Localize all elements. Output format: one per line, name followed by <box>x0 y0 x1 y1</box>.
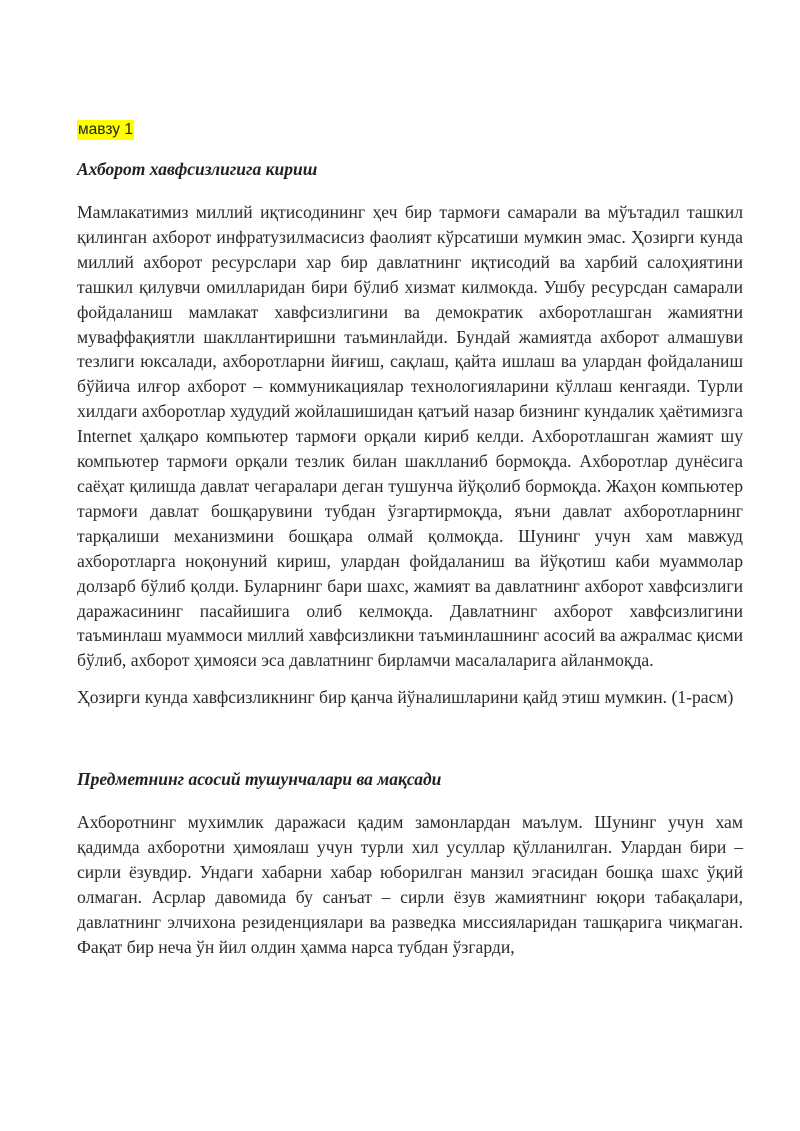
body-paragraph-3: Ахборотнинг мухимлик даражаси қадим замонлардан маълум. Шунинг учун хам қадимда ахборотни ҳимоялаш учун турли хил усуллар қўлланилган. Улардан бири – сирли ёзувдир. Ундаги хабарни хабар юборилган манзил эгасидан бошқа шахс ўқий олмаган. Асрлар давомида бу санъат – сирли ёзув жамиятнинг юқори табақалари, давлатнинг элчихона резиденциялари ва разведка миссияларидан ташқарига чиқмаган. Фақат бир неча ўн йил олдин ҳамма нарса тубдан ўзгарди, <box>77 812 743 957</box>
section-spacer <box>77 722 743 767</box>
body-paragraph-1: Мамлакатимиз миллий иқтисодининг ҳеч бир тармоғи самарали ва мўътадил ташкил қилинган ахборот инфратузилмасисиз фаолият кўрсатиши мумкин эмас. Ҳозирги кунда миллий ахборот ресурслари хар бир давлатнинг иқтисодий ва харбий салоҳиятини ташкил қилувчи омилларидан бири бўлиб хизмат килмокда. Ушбу ресурсдан самарали фойдаланиш мамлакат хавфсизлигини ва демократик ахборотлашган жамиятни муваффақиятли шакллантиришни таъминлайди. Бундай жамиятда ахборот алмашуви тезлиги юксалади, ахборотларни йиғиш, сақлаш, қайта ишлаш ва улардан фойдаланиш бўйича илғор ахборот – коммуникациялар технологияларини кўллаш кенгаяди. Турли хилдаги ахборотлар худудий жойлашишидан қатъий назар бизнинг кундалик ҳаётимизга Internet ҳалқаро компьютер тармоғи орқали кириб келди. Ахборотлашган жамият шу компьютер тармоғи орқали тезлик билан шаклланиб бормоқда. Ахборотлар дунёсига саёҳат қилишда давлат чегаралари деган тушунча йўқолиб бормоқда. Жаҳон компьютер тармоғи давлат бошқарувини тубдан ўзгартирмоқда, яъни давлат ахборотларнинг тарқалиши механизмини бошқара олмай қолмоқда. Шунинг учун хам мавжуд ахборотларга ноқонуний кириш, улардан фойдаланиш ва йўқотиш каби муаммолар долзарб бўлиб қолди. Буларнинг бари шахс, жамият ва давлатнинг ахборот хавфсизлиги даражасининг пасайишига олиб келмоқда. Давлатнинг ахборот хавфсизлигини таъминлаш муаммоси миллий хавфсизликни таъминлашнинг асосий ва ажралмас қисми бўлиб, ахборот ҳимояси эса давлатнинг бирламчи масалаларига айланмоқда. <box>77 202 743 671</box>
topic-label-highlight: мавзу 1 <box>78 121 133 138</box>
body-paragraph-2: Ҳозирги кунда хавфсизликнинг бир қанча йўналишларини қайд этиш мумкин. (1-расм) <box>77 687 734 708</box>
section-heading-concepts: Предметнинг асосий тушунчалари ва мақсади <box>77 769 442 790</box>
section-heading-intro: Ахборот хавфсизлигига кириш <box>77 159 318 179</box>
document-page <box>77 119 743 972</box>
topic-label <box>77 119 743 141</box>
